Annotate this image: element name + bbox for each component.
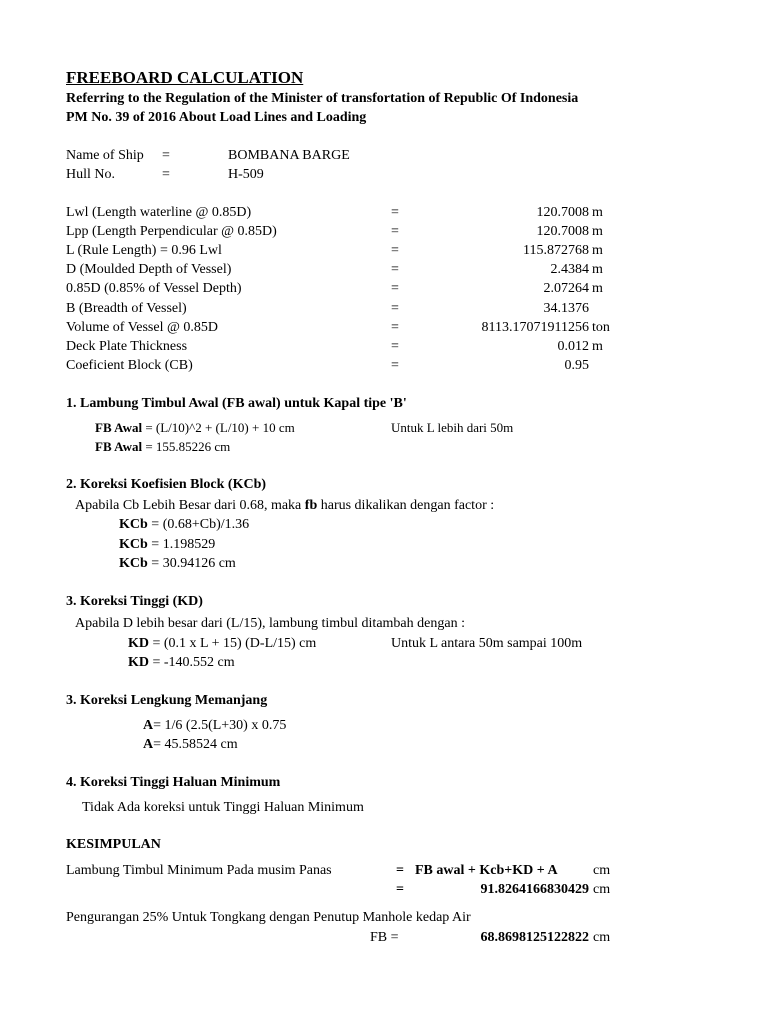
- param-unit: ton: [592, 320, 610, 335]
- hull-no-eq: =: [162, 167, 170, 182]
- kcb-line1: [119, 518, 249, 532]
- kcb-line1-label: KCb: [119, 517, 148, 532]
- summer-freeboard-eq2: =: [396, 882, 404, 897]
- param-equals: =: [391, 205, 399, 220]
- kd-line1-text: = (0.1 x L + 15) (D-L/15) cm: [149, 636, 317, 651]
- kd-line1-label: KD: [128, 636, 149, 651]
- section4-heading: 3. Koreksi Lengkung Memanjang: [66, 693, 268, 708]
- param-value: 120.7008: [536, 205, 589, 220]
- kd-line2: [128, 656, 235, 670]
- section2-intro-a: Apabila Cb Lebih Besar dari 0.68, maka: [75, 498, 305, 513]
- param-label: 0.85D (0.85% of Vessel Depth): [66, 281, 242, 296]
- param-equals: =: [391, 281, 399, 296]
- section5-heading: 4. Koreksi Tinggi Haluan Minimum: [66, 775, 281, 790]
- a-line1-label: A: [143, 718, 154, 733]
- section2-intro-fb: fb: [304, 498, 318, 513]
- document-subtitle-line1: Referring to the Regulation of the Minister of transfortation of Republic Of Indonesia: [66, 91, 579, 106]
- summer-freeboard-formula-unit: cm: [593, 863, 611, 878]
- ship-name-value: BOMBANA BARGE: [228, 148, 350, 163]
- param-unit: m: [592, 281, 603, 296]
- param-value: 2.07264: [543, 281, 589, 296]
- section3-intro: Apabila D lebih besar dari (L/15), lambung timbul ditambah dengan :: [75, 616, 465, 631]
- final-fb-unit: cm: [593, 930, 611, 945]
- param-value: 8113.17071911256: [481, 320, 589, 335]
- param-unit: m: [592, 262, 603, 277]
- ship-name-eq: =: [162, 148, 170, 163]
- fb-awal-result-value: = 155.85226 cm: [142, 439, 231, 454]
- param-unit: m: [592, 243, 603, 258]
- kcb-line3-label: KCb: [119, 556, 148, 571]
- param-equals: =: [391, 358, 399, 373]
- section2-intro-b: harus dikalikan dengan factor :: [317, 498, 495, 513]
- kcb-line2: [119, 538, 215, 552]
- param-unit: m: [592, 205, 603, 220]
- hull-no-value: H-509: [228, 167, 264, 182]
- param-value: 0.95: [564, 358, 589, 373]
- param-label: Coeficient Block (CB): [66, 358, 193, 373]
- param-equals: =: [391, 339, 399, 354]
- conclusion-heading: KESIMPULAN: [66, 837, 161, 852]
- section5-text: Tidak Ada koreksi untuk Tinggi Haluan Minimum: [82, 800, 364, 815]
- kd-line2-text: = -140.552 cm: [149, 655, 235, 670]
- document-subtitle-line2: PM No. 39 of 2016 About Load Lines and Loading: [66, 110, 367, 125]
- kcb-line1-text: = (0.68+Cb)/1.36: [147, 517, 250, 532]
- section1-heading: 1. Lambung Timbul Awal (FB awal) untuk Kapal tipe 'B': [66, 396, 407, 411]
- kcb-line2-text: = 1.198529: [147, 537, 216, 552]
- param-equals: =: [391, 320, 399, 335]
- kd-line1: [128, 637, 316, 651]
- a-line2-label: A: [143, 737, 154, 752]
- param-equals: =: [391, 262, 399, 277]
- fb-awal-label: FB Awal: [95, 420, 143, 435]
- param-label: Deck Plate Thickness: [66, 339, 188, 354]
- param-value: 0.012: [557, 339, 589, 354]
- final-fb-label: FB =: [370, 930, 399, 945]
- final-fb-value: 68.8698125122822: [480, 930, 589, 945]
- section2-intro: [75, 499, 494, 513]
- param-equals: =: [391, 224, 399, 239]
- param-label: L (Rule Length) = 0.96 Lwl: [66, 243, 222, 258]
- section1-result: [95, 440, 230, 453]
- kcb-line3: [119, 557, 236, 571]
- a-line2: [143, 738, 238, 752]
- param-unit: m: [592, 339, 603, 354]
- fb-awal-formula: = (L/10)^2 + (L/10) + 10 cm: [142, 420, 295, 435]
- document-title: FREEBOARD CALCULATION: [66, 68, 304, 87]
- param-label: B (Breadth of Vessel): [66, 301, 187, 316]
- section1-note: Untuk L lebih dari 50m: [391, 420, 514, 435]
- param-value: 115.872768: [523, 243, 589, 258]
- param-value: 120.7008: [536, 224, 589, 239]
- param-label: Lpp (Length Perpendicular @ 0.85D): [66, 224, 277, 239]
- summer-freeboard-eq: =: [396, 863, 404, 878]
- section2-heading: 2. Koreksi Koefisien Block (KCb): [66, 477, 267, 492]
- param-label: Volume of Vessel @ 0.85D: [66, 320, 218, 335]
- param-equals: =: [391, 301, 399, 316]
- param-value: 34.1376: [543, 301, 589, 316]
- param-label: Lwl (Length waterline @ 0.85D): [66, 205, 252, 220]
- summer-freeboard-label: Lambung Timbul Minimum Pada musim Panas: [66, 863, 332, 878]
- param-equals: =: [391, 243, 399, 258]
- ship-name-label: Name of Ship: [66, 148, 144, 163]
- kcb-line2-label: KCb: [119, 537, 148, 552]
- reduction-label: Pengurangan 25% Untuk Tongkang dengan Penutup Manhole kedap Air: [66, 910, 471, 925]
- a-line1: [143, 719, 286, 733]
- fb-awal-result-label: FB Awal: [95, 439, 143, 454]
- summer-freeboard-value-unit: cm: [593, 882, 611, 897]
- param-label: D (Moulded Depth of Vessel): [66, 262, 232, 277]
- param-unit: m: [592, 224, 603, 239]
- kd-line2-label: KD: [128, 655, 149, 670]
- kd-line1-note: Untuk L antara 50m sampai 100m: [391, 636, 583, 651]
- kcb-line3-text: = 30.94126 cm: [147, 556, 236, 571]
- section1-formula: [95, 421, 295, 434]
- summer-freeboard-value: 91.8264166830429: [480, 882, 589, 897]
- param-value: 2.4384: [550, 262, 589, 277]
- hull-no-label: Hull No.: [66, 167, 115, 182]
- a-line1-text: = 1/6 (2.5(L+30) x 0.75: [153, 718, 287, 733]
- a-line2-text: = 45.58524 cm: [153, 737, 238, 752]
- summer-freeboard-formula: FB awal + Kcb+KD + A: [415, 863, 558, 878]
- section3-heading: 3. Koreksi Tinggi (KD): [66, 594, 203, 609]
